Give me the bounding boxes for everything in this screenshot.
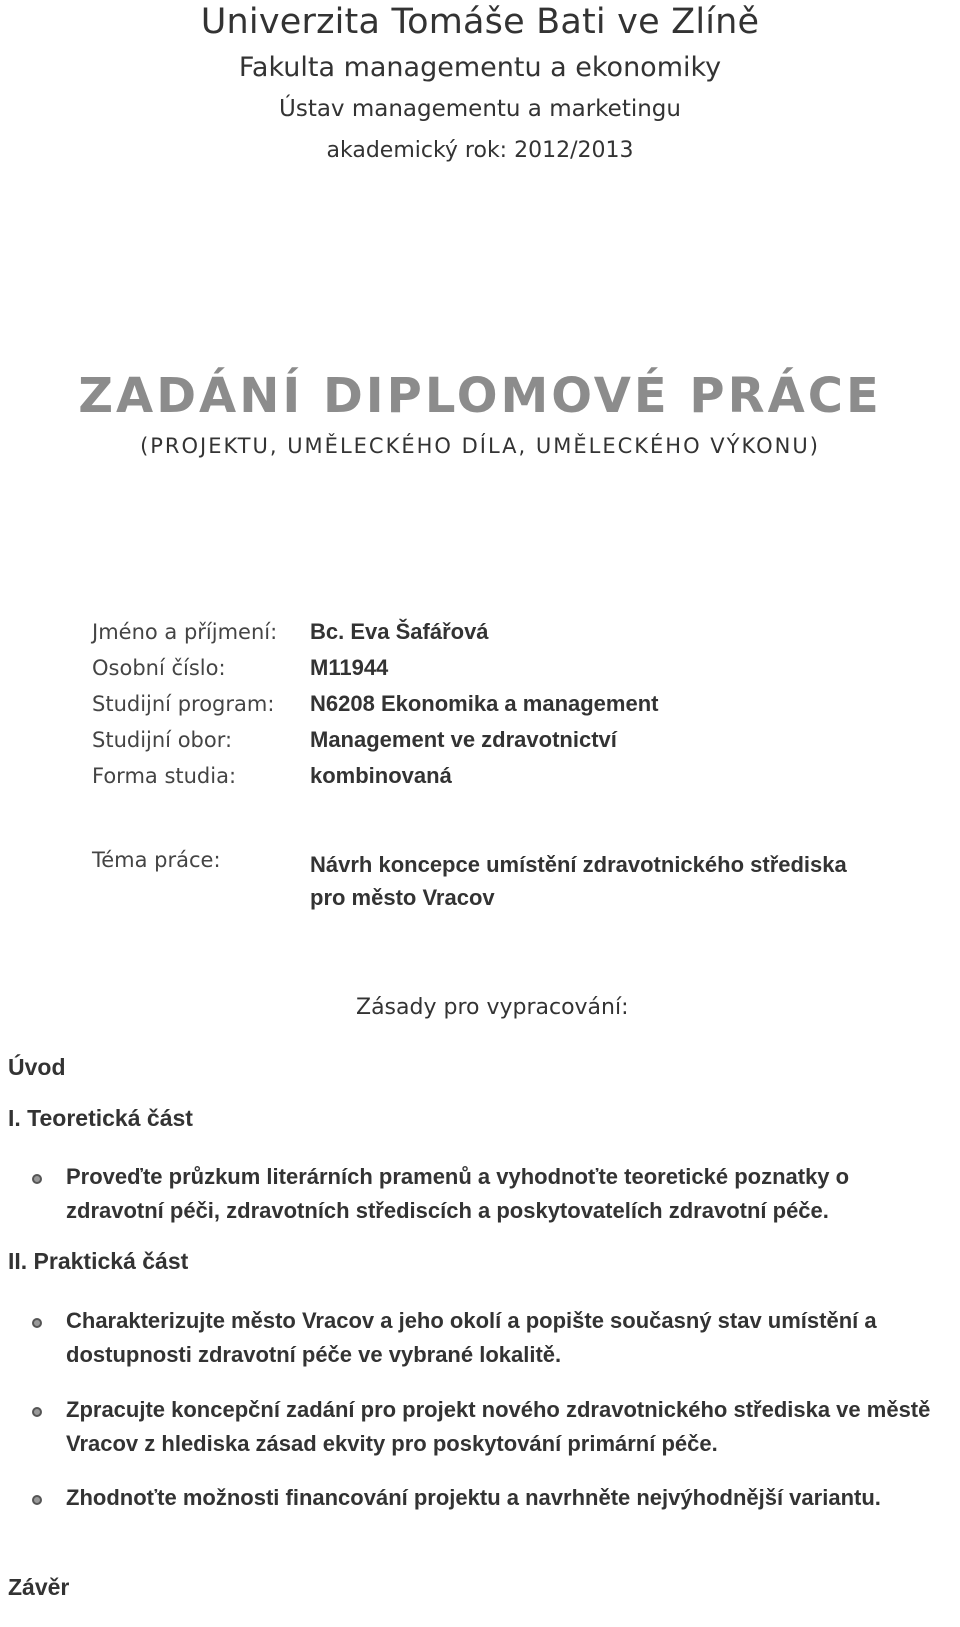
bullet-icon (32, 1318, 42, 1328)
program-value: N6208 Ekonomika a management (310, 691, 659, 716)
principles-heading: Zásady pro vypracování: (356, 995, 629, 1020)
id-value: M11944 (310, 655, 389, 680)
list-item (32, 1160, 932, 1228)
topic-line-2: pro město Vracov (310, 885, 495, 910)
bullet-icon (32, 1174, 42, 1184)
conclusion-heading: Závěr (8, 1574, 70, 1600)
field-value: Management ve zdravotnictví (310, 727, 617, 752)
list-item-text: Charakterizujte město Vracov a jeho okolí a popište současný stav umístění a dostupnosti zdravotní péče ve vybrané lokalitě. (66, 1308, 877, 1367)
list-item (32, 1481, 932, 1515)
name-value: Bc. Eva Šafářová (310, 619, 489, 644)
id-row (92, 650, 912, 686)
institute-name: Ústav managementu a marketingu (279, 96, 681, 122)
part2-heading: II. Praktická část (8, 1248, 189, 1274)
document-subtitle: (PROJEKTU, UMĚLECKÉHO DÍLA, UMĚLECKÉHO VÝKONU) (140, 434, 820, 458)
list-item-text: Zhodnoťte možnosti financování projektu a navrhněte nejvýhodnější variantu. (66, 1485, 881, 1510)
student-info (92, 614, 912, 794)
name-label: Jméno a příjmení: (92, 620, 278, 644)
faculty-name: Fakulta managementu a ekonomiky (238, 52, 722, 83)
list-item (32, 1304, 932, 1372)
university-name: Univerzita Tomáše Bati ve Zlíně (200, 2, 760, 42)
id-label: Osobní číslo: (92, 656, 226, 680)
list-item (32, 1393, 932, 1461)
name-row (92, 614, 912, 650)
list-item-text: Zpracujte koncepční zadání pro projekt nového zdravotnického střediska ve městě Vracov z hlediska zásad ekvity pro poskytování primární péče. (66, 1397, 931, 1456)
topic-value (310, 848, 910, 914)
part1-heading: I. Teoretická část (8, 1105, 193, 1131)
list-item-text: Proveďte průzkum literárních pramenů a vyhodnoťte teoretické poznatky o zdravotní péči, zdravotních střediscích a poskytovatelích zdravotní péče. (66, 1164, 850, 1223)
program-row (92, 686, 912, 722)
form-row (92, 758, 912, 794)
bullet-icon (32, 1407, 42, 1417)
topic-line-1: Návrh koncepce umístění zdravotnického střediska (310, 852, 847, 877)
academic-year: akademický rok: 2012/2013 (326, 138, 634, 163)
intro-heading: Úvod (8, 1054, 66, 1080)
document-title: ZADÁNÍ DIPLOMOVÉ PRÁCE (78, 368, 882, 424)
form-value: kombinovaná (310, 763, 452, 788)
topic-label: Téma práce: (92, 848, 221, 872)
form-label: Forma studia: (92, 764, 237, 788)
program-label: Studijní program: (92, 692, 275, 716)
field-row (92, 722, 912, 758)
field-label: Studijní obor: (92, 728, 233, 752)
bullet-icon (32, 1495, 42, 1505)
